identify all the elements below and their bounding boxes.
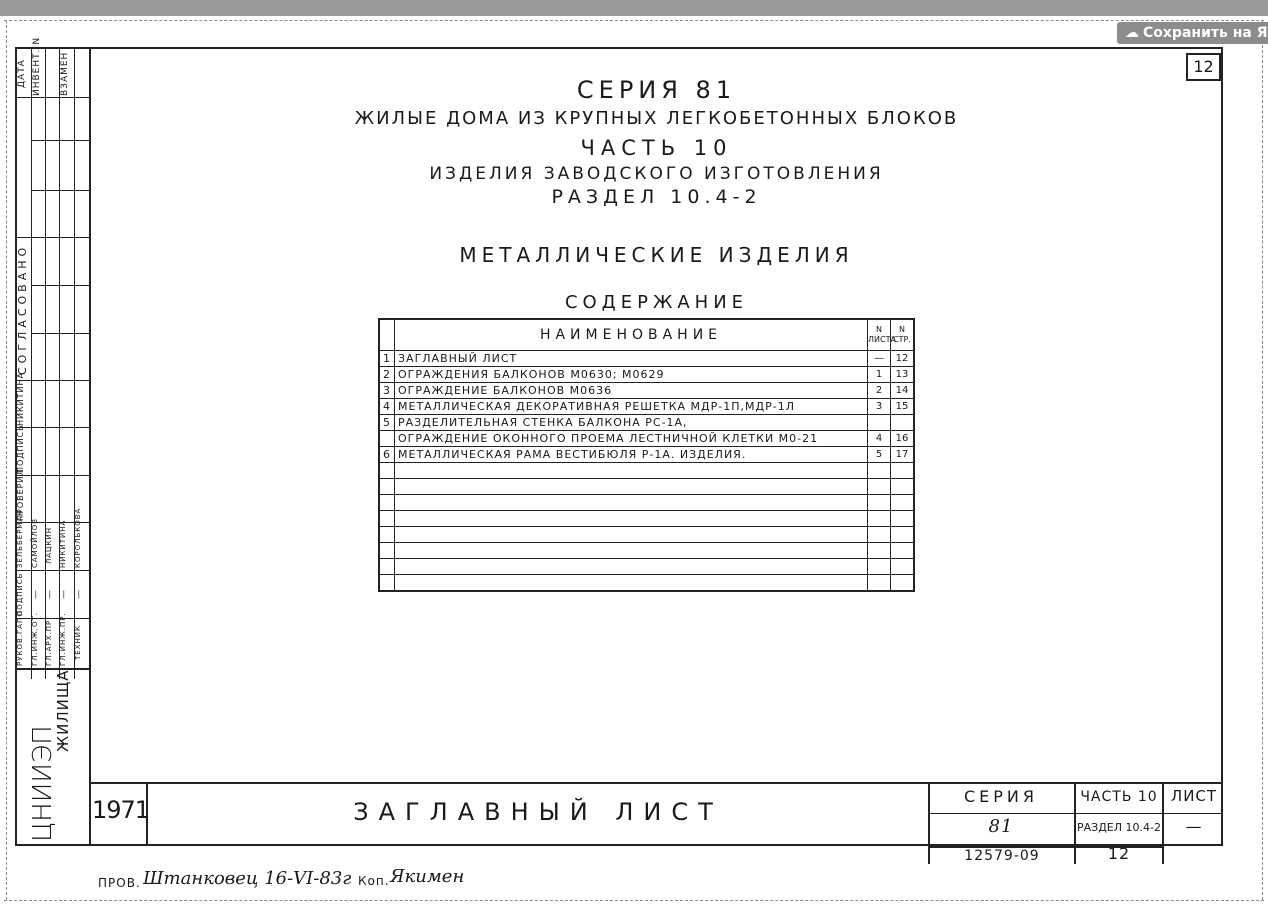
cut-line-top: [4, 20, 1264, 21]
table-row: [379, 367, 914, 383]
col-num-header: [379, 319, 395, 351]
strip-signer-3: ПРОВЕРИЛ: [16, 468, 25, 521]
sheet-label: ЛИСТ: [1170, 787, 1218, 805]
col-name-header: НАИМЕНОВАНИЕ: [395, 319, 868, 351]
row-name: [395, 559, 868, 575]
row-name: МЕТАЛЛИЧЕСКАЯ ДЕКОРАТИВНАЯ РЕШЕТКА МДР-1П,МДР-1Л: [395, 399, 868, 415]
year: 1971: [92, 796, 150, 824]
checked-label: ПРОВ.: [98, 876, 141, 890]
strip-sign-mark-4: —: [74, 589, 84, 599]
row-page: 13: [891, 367, 915, 383]
row-page: [891, 559, 915, 575]
checked-signature: Штанковец 16-VI-83г: [143, 868, 352, 889]
save-to-disk-button[interactable]: [1117, 22, 1268, 44]
row-name: [395, 575, 868, 592]
strip-label-inventory: ИНВЕНТ. N: [32, 36, 42, 96]
row-page: [891, 479, 915, 495]
row-page: 16: [891, 431, 915, 447]
row-number: 6: [379, 447, 395, 463]
org-name: ЖИЛИЩА: [54, 669, 72, 752]
row-sheet: [868, 559, 891, 575]
table-row: [379, 559, 914, 575]
table-row: [379, 351, 914, 367]
strip-name-3: НИКИТИНА: [59, 519, 67, 568]
part-label: ЧАСТЬ 10: [1080, 789, 1158, 805]
section-heading: РАЗДЕЛ 10.4-2: [551, 186, 762, 208]
cloud-icon: ☁: [1125, 25, 1139, 41]
row-name: [395, 511, 868, 527]
row-name: [395, 543, 868, 559]
scan-top-shadow: [0, 0, 1268, 16]
table-row: [379, 479, 914, 495]
row-sheet: 3: [868, 399, 891, 415]
row-number: [379, 527, 395, 543]
row-number: [379, 543, 395, 559]
strip-name-4: КОРОЛЬКОВА: [74, 507, 82, 568]
row-page: [891, 495, 915, 511]
row-sheet: [868, 495, 891, 511]
document-number: 12579-09: [964, 848, 1040, 864]
row-page: [891, 511, 915, 527]
row-page: 14: [891, 383, 915, 399]
row-sheet: [868, 479, 891, 495]
row-number: 2: [379, 367, 395, 383]
row-page: [891, 543, 915, 559]
strip-role-2: ГЛ.АРХ.ПР.: [45, 616, 53, 666]
copy-signature: Якимен: [390, 866, 465, 887]
row-number: [379, 479, 395, 495]
row-name: [395, 479, 868, 495]
row-number: [379, 463, 395, 479]
col-sheet-header: N ЛИСТА: [868, 319, 891, 351]
row-name: РАЗДЕЛИТЕЛЬНАЯ СТЕНКА БАЛКОНА РС-1А,: [395, 415, 868, 431]
row-sheet: [868, 511, 891, 527]
table-row: [379, 383, 914, 399]
row-name: [395, 463, 868, 479]
row-number: 4: [379, 399, 395, 415]
table-row: [379, 399, 914, 415]
strip-role-3: ГЛ.ИНЖ.ПР.: [59, 612, 67, 666]
row-name: ОГРАЖДЕНИЯ БАЛКОНОВ М0630; М0629: [395, 367, 868, 383]
row-number: [379, 575, 395, 592]
strip-name-1: САМОЙЛОВ: [31, 517, 39, 568]
row-page: [891, 463, 915, 479]
row-number: 3: [379, 383, 395, 399]
save-button-label: Сохранить на Я: [1143, 25, 1268, 41]
row-name: [395, 527, 868, 543]
row-sheet: 2: [868, 383, 891, 399]
row-page: 17: [891, 447, 915, 463]
row-number: 1: [379, 351, 395, 367]
strip-role-1: ГЛ.ИНЖ.ОТ.: [31, 611, 39, 666]
sheet-value: —: [1185, 817, 1203, 836]
row-sheet: [868, 575, 891, 592]
strip-label-replace: ВЗАМЕН: [60, 51, 70, 96]
row-sheet: 5: [868, 447, 891, 463]
row-page: [891, 415, 915, 431]
table-row: [379, 527, 914, 543]
contents-title: СОДЕРЖАНИЕ: [564, 292, 749, 313]
strip-role-4: ТЕХНИК: [74, 625, 82, 661]
cut-line-bottom: [4, 900, 1264, 901]
row-name: МЕТАЛЛИЧЕСКАЯ РАМА ВЕСТИБЮЛЯ Р-1А. ИЗДЕЛИЯ.: [395, 447, 868, 463]
row-sheet: [868, 543, 891, 559]
cut-line-left: [6, 20, 7, 900]
table-row: [379, 495, 914, 511]
section-label: РАЗДЕЛ 10.4-2: [1077, 821, 1161, 834]
table-row: [379, 543, 914, 559]
row-sheet: [868, 463, 891, 479]
row-page: [891, 575, 915, 592]
row-name: [395, 495, 868, 511]
table-row: [379, 511, 914, 527]
strip-sign-mark-3: —: [59, 589, 69, 599]
strip-signer-1: НИКИТИНА: [16, 371, 25, 426]
row-page: 15: [891, 399, 915, 415]
series-value: 81: [988, 816, 1014, 837]
col-page-header: N СТР.: [891, 319, 915, 351]
strip-label-agreed: СОГЛАСОВАНО: [16, 243, 29, 375]
row-number: [379, 495, 395, 511]
table-header-row: [379, 319, 914, 351]
table-row: [379, 415, 914, 431]
row-sheet: —: [868, 351, 891, 367]
sheet-number-box: 12: [1186, 53, 1221, 81]
page-number: 12: [1107, 844, 1131, 863]
row-sheet: 4: [868, 431, 891, 447]
row-name: ЗАГЛАВНЫЙ ЛИСТ: [395, 351, 868, 367]
series-heading: СЕРИЯ 81: [576, 76, 737, 104]
table-row: [379, 431, 914, 447]
part-heading: ЧАСТЬ 10: [580, 136, 733, 160]
row-number: [379, 559, 395, 575]
table-row: [379, 575, 914, 592]
org-logo: ЦНИИЭП: [28, 725, 58, 842]
strip-signature-head: ПОДПИСЬ: [16, 572, 24, 616]
strip-sign-mark-2: —: [45, 589, 55, 599]
cut-line-right: [1262, 20, 1263, 900]
row-sheet: [868, 415, 891, 431]
row-sheet: [868, 527, 891, 543]
table-row: [379, 463, 914, 479]
row-number: [379, 511, 395, 527]
row-number: [379, 431, 395, 447]
strip-sign-mark-1: —: [31, 589, 41, 599]
series-subtitle: ЖИЛЫЕ ДОМА ИЗ КРУПНЫХ ЛЕГКОБЕТОННЫХ БЛОКОВ: [354, 108, 959, 129]
strip-name-2: ЛАЦКИН: [45, 527, 53, 565]
main-title: МЕТАЛЛИЧЕСКИЕ ИЗДЕЛИЯ: [459, 243, 854, 267]
contents-table: [378, 318, 915, 592]
row-number: 5: [379, 415, 395, 431]
row-sheet: 1: [868, 367, 891, 383]
table-row: [379, 447, 914, 463]
sheet-title: ЗАГЛАВНЫЙ ЛИСТ: [353, 798, 723, 826]
products-heading: ИЗДЕЛИЯ ЗАВОДСКОГО ИЗГОТОВЛЕНИЯ: [429, 164, 884, 184]
row-page: [891, 527, 915, 543]
row-name: ОГРАЖДЕНИЕ ОКОННОГО ПРОЕМА ЛЕСТНИЧНОЙ КЛЕТКИ М0-21: [395, 431, 868, 447]
strip-names-head: ЗЕЛЬБЕРМАН: [16, 509, 24, 568]
strip-role-head: РУКОВ.ГАПО: [16, 610, 24, 666]
row-name: ОГРАЖДЕНИЕ БАЛКОНОВ М0636: [395, 383, 868, 399]
strip-label-date: ДАТА: [17, 59, 27, 89]
series-label: СЕРИЯ: [963, 787, 1038, 806]
strip-signer-2: ПОДПИСЬ: [16, 424, 25, 473]
copy-label: Коп.: [358, 874, 390, 888]
row-page: 12: [891, 351, 915, 367]
